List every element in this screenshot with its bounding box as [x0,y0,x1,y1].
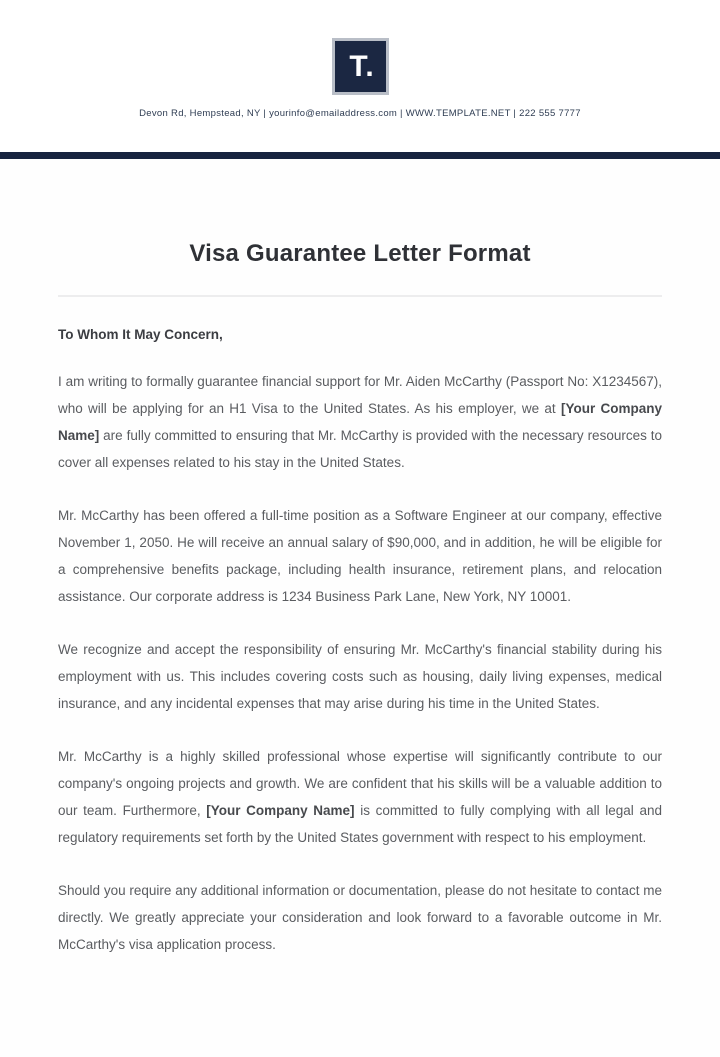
header-divider-bar [0,152,720,159]
paragraph-text: We recognize and accept the responsibility of ensuring Mr. McCarthy's financial stability during his employment with us. This includes covering costs such as housing, daily living expenses, medical insurance, and any incidental expenses that may arise during his time in the United States. [58,642,662,711]
paragraph-text: Mr. McCarthy is a highly skilled professional whose expertise will significantly contribute to our company's ongoing projects and growth. We are confident that his skills will be a valuable addition to our team. Furthermore, [58,749,662,818]
letter-paragraphs [58,368,662,958]
paragraph-text: Should you require any additional information or documentation, please do not hesitate to contact me directly. We greatly appreciate your consideration and look forward to a favorable outcome in Mr. McCarthy's visa application process. [58,883,662,952]
letter-paragraph [58,743,662,851]
paragraph-text: I am writing to formally guarantee financial support for Mr. Aiden McCarthy (Passport No: X1234567), who will be applying for an H1 Visa to the United States. As his employer, we at [58,374,662,416]
paragraph-text: Mr. McCarthy has been offered a full-time position as a Software Engineer at our company, effective November 1, 2050. He will receive an annual salary of $90,000, and in addition, he will be eligible for a comprehensive benefits package, including health insurance, retirement plans, and relocation assistance. Our corporate address is 1234 Business Park Lane, New York, NY 10001. [58,508,662,604]
company-name-placeholder: [Your Company Name] [206,803,355,818]
letter-greeting: To Whom It May Concern, [58,327,223,342]
page-title: Visa Guarantee Letter Format [189,240,531,267]
paragraph-text: are fully committed to ensuring that Mr. McCarthy is provided with the necessary resources to cover all expenses related to his stay in the United States. [58,428,662,470]
letterhead [0,38,720,159]
paragraph-text: is committed to fully complying with all legal and regulatory requirements set forth by the United States government with respect to his employment. [58,803,662,845]
letter-page [0,38,720,1057]
title-divider-line [58,295,662,297]
letter-paragraph [58,368,662,476]
template-logo-icon: T. [349,49,375,83]
letter-paragraph [58,877,662,958]
template-logo [332,38,389,95]
letterhead-contact-line: Devon Rd, Hempstead, NY | yourinfo@emailaddress.com | WWW.TEMPLATE.NET | 222 555 7777 [139,108,581,119]
letter-paragraph [58,502,662,610]
letter-paragraph [58,636,662,717]
letter-body [0,239,720,958]
company-name-placeholder: [Your Company Name] [58,401,662,443]
